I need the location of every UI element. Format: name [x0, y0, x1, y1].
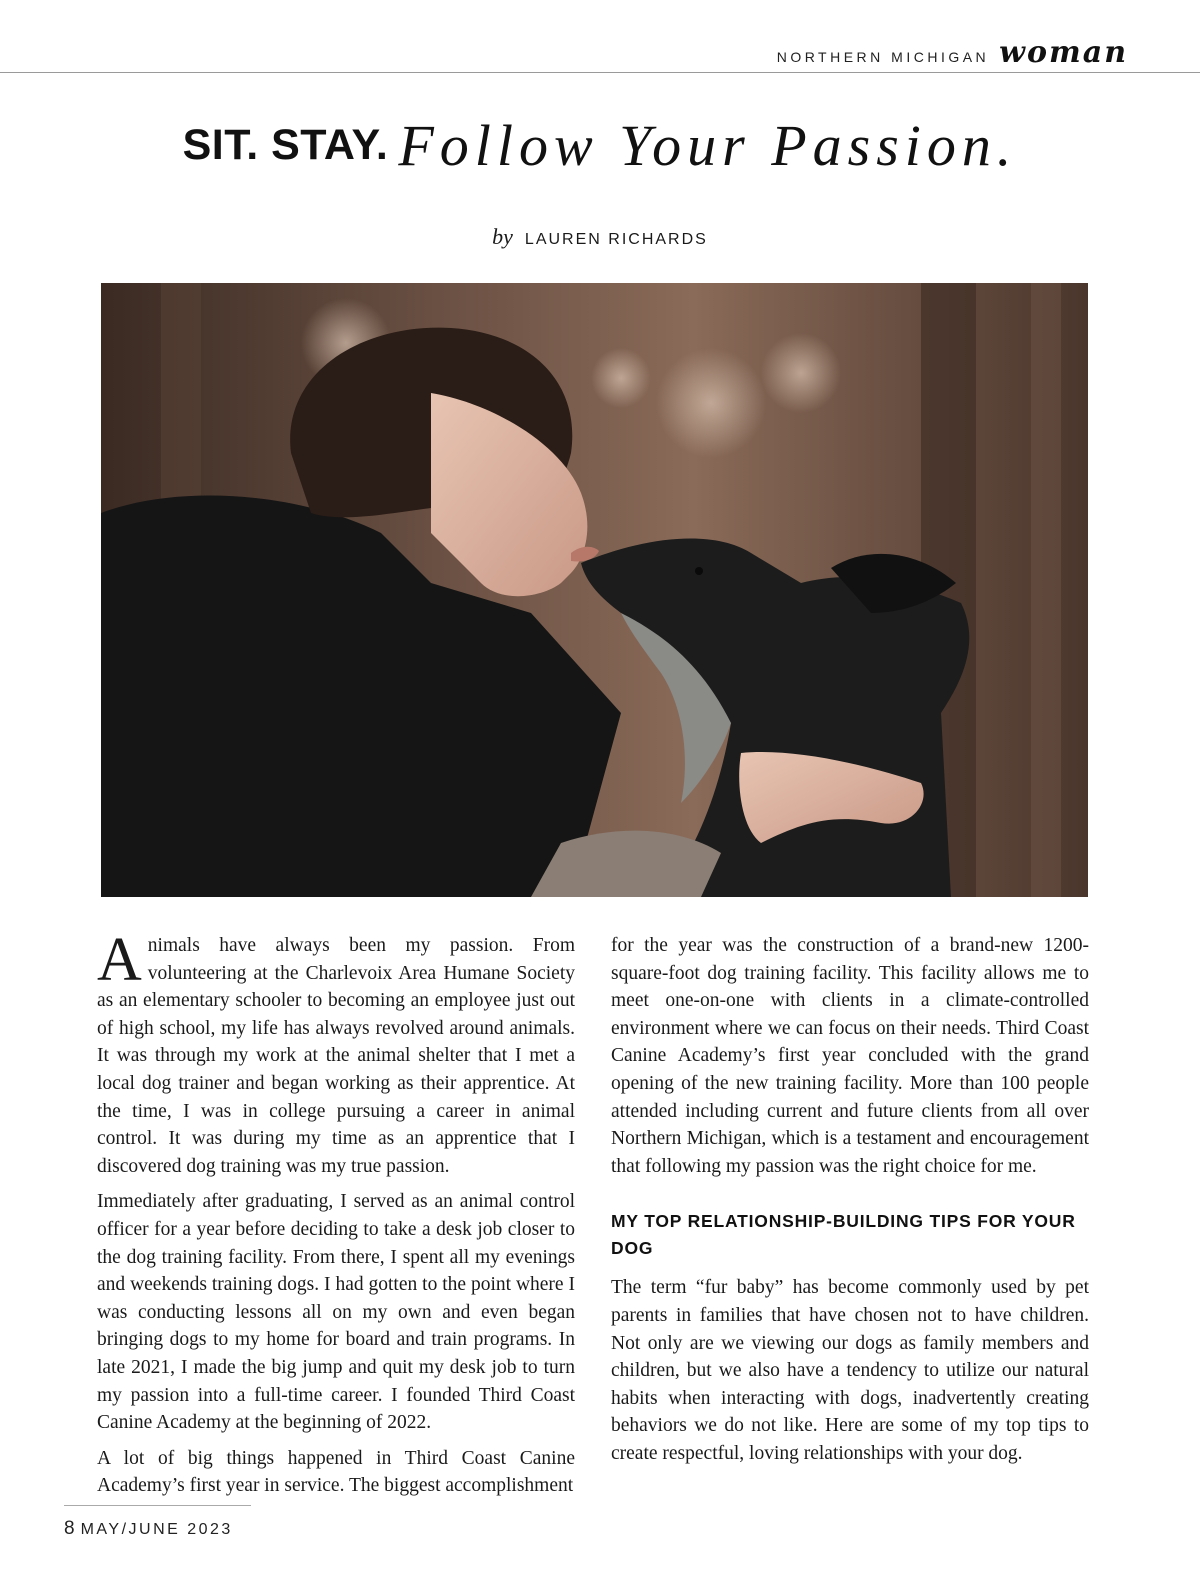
article-paragraph: A lot of big things happened in Third Coast Canine Academy’s first year in service. The biggest accomplishment: [97, 1447, 575, 1497]
footer-rule: [64, 1505, 251, 1506]
headline-script: Follow Your Passion.: [398, 113, 1018, 178]
section-subhead: MY TOP RELATIONSHIP-BUILDING TIPS FOR YOUR DOG: [611, 1211, 1076, 1259]
article-headline: [0, 112, 1200, 179]
article-column-right: [611, 932, 1089, 1476]
masthead-publication: NORTHERN MICHIGAN: [776, 49, 990, 65]
masthead: [776, 35, 1128, 70]
article-column-left: [97, 926, 575, 1508]
byline: [0, 224, 1200, 250]
header-rule: [0, 72, 1200, 73]
drop-cap: A: [97, 926, 142, 994]
article-paragraph: for the year was the construction of a brand-new 1200-square-foot dog training facility. This facility allows me to meet one-on-one with clients in a climate-controlled environment where we can focus on their needs. Third Coast Canine Academy’s first year concluded with the grand opening of the new training facility. More than 100 people attended including current and future clients from all over Northern Michigan, which is a testament and encouragement that following my passion was the right choice for me.: [611, 935, 1089, 1177]
headline-bold: SIT. STAY.: [182, 121, 389, 169]
masthead-script-word: woman: [999, 35, 1128, 70]
article-paragraph: Animals have always been my passion. From volunteering at the Charlevoix Area Humane Society as an elementary schooler to becoming an employee just out of high school, my life has always revolved around animals. It was through my work at the animal shelter that I met a local dog trainer and began working as their apprentice. At the time, I was in college pursuing a career in animal control. It was during my time as an apprentice that I discovered dog training was my true passion.: [97, 926, 575, 1177]
article-paragraph: The term “fur baby” has become commonly used by pet parents in families that have chosen not to have children. Not only are we viewing our dogs as family members and children, but we also have a tendency to utilize our natural habits when interacting with dogs, inadvertently creating behaviors we do not like. Here are some of my top tips to create respectful, loving relationships with your dog.: [611, 1277, 1089, 1464]
issue-date: MAY/JUNE 2023: [80, 1521, 233, 1538]
hero-photo: [101, 283, 1088, 897]
byline-by: by: [492, 224, 513, 249]
page-number: 8: [64, 1518, 75, 1539]
page-folio: [64, 1518, 233, 1540]
article-paragraph: Immediately after graduating, I served as an animal control officer for a year before deciding to take a desk job closer to the dog training facility. From there, I spent all my evenings and weekends training dogs. I had gotten to the point where I was conducting lessons all on my own and even began bringing dogs to my home for board and train programs. In late 2021, I made the big jump and quit my desk job to turn my passion into a full-time career. I founded Third Coast Canine Academy at the beginning of 2022.: [97, 1191, 575, 1434]
byline-author: LAUREN RICHARDS: [524, 231, 708, 248]
